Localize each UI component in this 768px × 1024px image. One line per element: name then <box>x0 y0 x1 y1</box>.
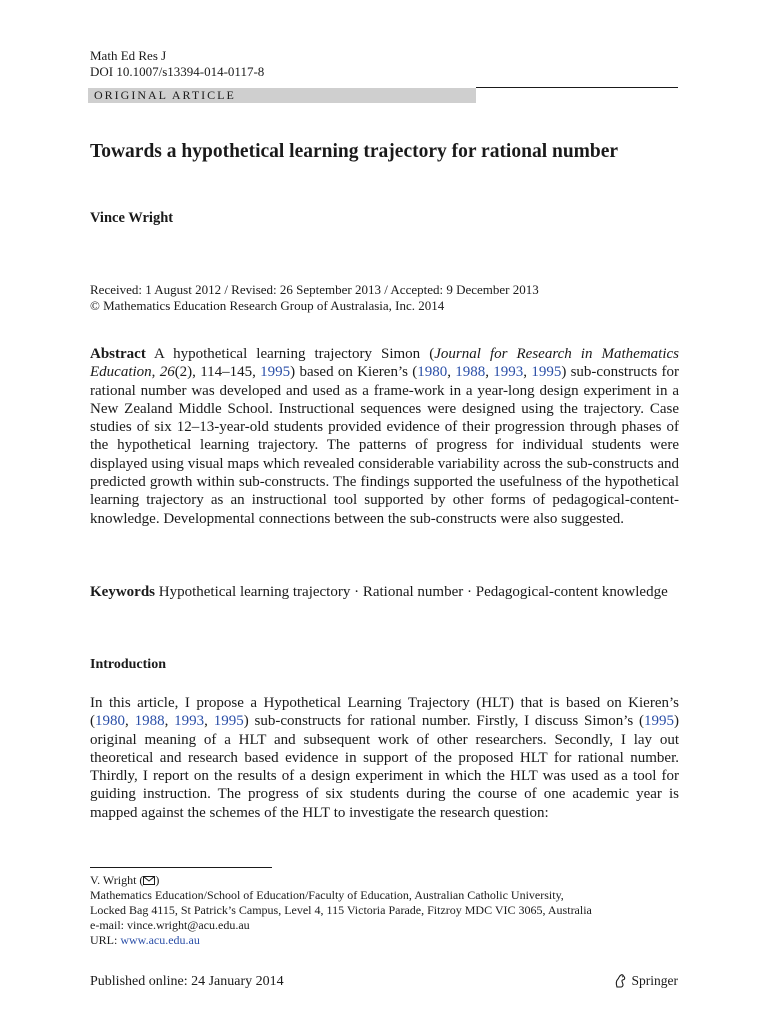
url-line <box>90 933 200 948</box>
abstract-text: ) sub-constructs for rational number was developed and used as a frame-work in a year-long design experiment in a New Zealand Middle School. Instructional sequences were designed using the trajectory. Case studies of six 12–13-year-old students provided evidence of their progression through phases of the hypothetical learning trajectory. The patterns of progress for individual students were displayed using visual maps which revealed considerable variability across the sub-constructs and predicted growth within sub-constructs. The findings supported the usefulness of the hypothetical learning trajectory as an instructional tool supported by other forms of pedagogical-content-knowledge. Developmental connections between the sub-constructs were also suggested. <box>90 364 680 527</box>
springer-horse-icon <box>612 973 628 989</box>
published-date: Published online: 24 January 2014 <box>90 974 284 989</box>
intro-text: ) sub-constructs for rational number. Firstly, I discuss Simon’s ( <box>243 713 645 730</box>
abstract-text: , <box>151 364 160 381</box>
citation-link[interactable]: 1995 <box>260 364 291 381</box>
publisher-name: Springer <box>631 973 678 988</box>
citation-separator: , <box>125 713 135 730</box>
abstract-label: Abstract <box>90 346 146 362</box>
citation-link[interactable]: 1980 <box>417 364 448 381</box>
copyright-line: © Mathematics Education Research Group of Australasia, Inc. 2014 <box>90 298 445 313</box>
citation-separator: , <box>485 364 494 381</box>
citation-separator: , <box>164 713 175 730</box>
keywords-text: Hypothetical learning trajectory · Rational number · Pedagogical-content knowledge <box>155 584 668 600</box>
submission-dates: Received: 1 August 2012 / Revised: 26 September 2013 / Accepted: 9 December 2013 <box>90 282 539 297</box>
abstract-text: ) based on Kieren’s ( <box>290 364 418 381</box>
email: e-mail: vince.wright@acu.edu.au <box>90 918 250 932</box>
article-type-label: ORIGINAL ARTICLE <box>94 88 236 102</box>
citation-separator: , <box>447 364 456 381</box>
citation-link[interactable]: 1993 <box>493 364 524 381</box>
keywords-label: Keywords <box>90 584 155 600</box>
journal-name: Math Ed Res J <box>90 48 167 63</box>
citation-link[interactable]: 1995 <box>531 364 562 381</box>
citation-link[interactable]: 1995 <box>644 713 675 730</box>
abstract-text: A hypothetical learning trajectory Simon ( <box>145 346 435 362</box>
abstract-journal-title: Journal for Research in Mathematics Education <box>90 346 679 381</box>
citation-link[interactable]: 1988 <box>134 713 165 730</box>
introduction-paragraph <box>90 694 679 822</box>
doi: DOI 10.1007/s13394-014-0117-8 <box>90 64 265 79</box>
section-heading: Introduction <box>90 657 166 672</box>
header-rule <box>476 87 678 88</box>
keywords <box>90 583 679 601</box>
intro-text: In this article, I propose a Hypothetical Learning Trajectory (HLT) that is based on Kieren’s ( <box>90 695 679 730</box>
url-label: URL: <box>90 933 121 947</box>
citation-separator: , <box>523 364 532 381</box>
citation-link[interactable]: 1993 <box>174 713 205 730</box>
citation-separator: , <box>204 713 214 730</box>
address: Locked Bag 4115, St Patrick’s Campus, Level 4, 115 Victoria Parade, Fitzroy MDC VIC 3065, Australia <box>90 903 592 917</box>
affiliation-url-link[interactable]: www.acu.edu.au <box>120 933 200 947</box>
abstract-volume: 26 <box>159 364 175 381</box>
affiliation: Mathematics Education/School of Education/Faculty of Education, Australian Catholic University, <box>90 888 564 902</box>
citation-link[interactable]: 1995 <box>213 713 244 730</box>
citation-link[interactable]: 1988 <box>455 364 486 381</box>
envelope-icon <box>143 874 155 889</box>
correspondence-name: V. Wright ( <box>90 873 144 887</box>
correspondence-name-end: ) <box>155 873 160 887</box>
abstract-text: (2), 114–145, <box>174 364 261 381</box>
footnote-rule <box>90 867 272 868</box>
author-name: Vince Wright <box>90 210 174 226</box>
abstract <box>90 345 679 528</box>
paper-title: Towards a hypothetical learning trajectory for rational number <box>90 141 619 162</box>
publisher-logo <box>612 973 679 989</box>
citation-link[interactable]: 1980 <box>95 713 125 730</box>
correspondence-author <box>90 873 159 889</box>
intro-text: ) original meaning of a HLT and subsequent work of other researchers. Secondly, I lay out theoretical and research based evidence in support of the proposed HLT for rational number. Thirdly, I report on the results of a design experiment in which the HLT was used as a tool for guiding instruction. The progress of six students during the course of one academic year is mapped against the schemes of the HLT to investigate the research question: <box>90 713 680 821</box>
